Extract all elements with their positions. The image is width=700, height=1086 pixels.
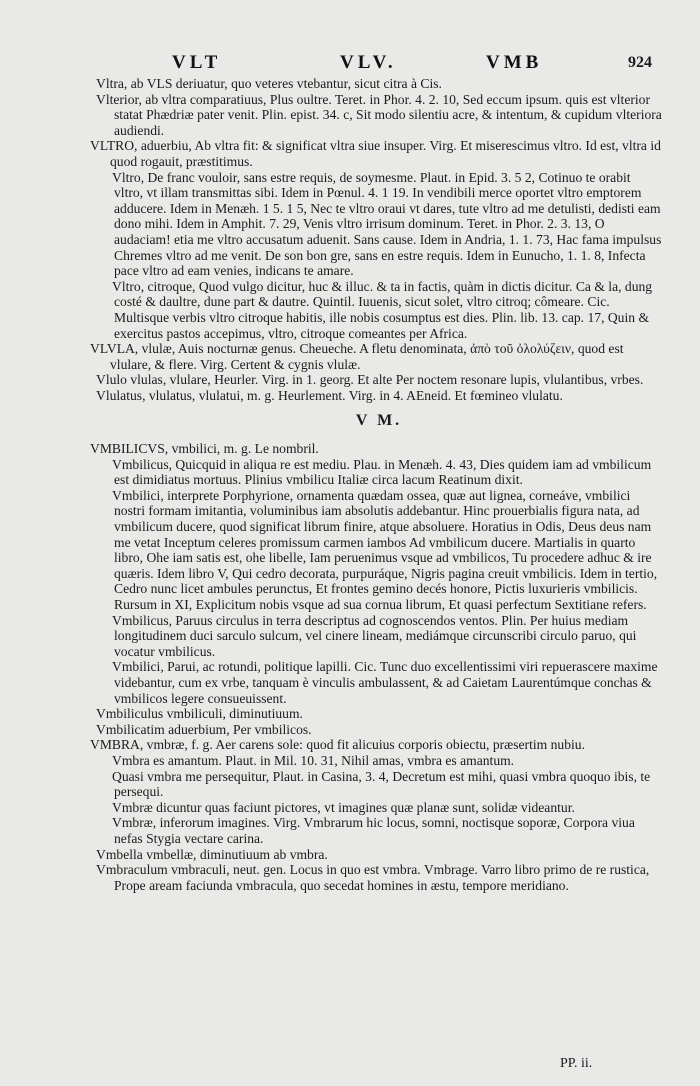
dictionary-entry: Vlterior, ab vltra comparatiuus, Plus oultre. Teret. in Phor. 4. 2. 10, Sed eccum ipsum. quis est vlterior statat Phædriæ pater venit. Plin. epist. 34. c, Sit modo silentiu acre, & intentum, & cupidum vlteriora audiendi. [96, 91, 662, 138]
running-header [0, 52, 700, 76]
entries-bottom [90, 441, 662, 893]
dictionary-entry: Vmbella vmbellæ, diminutiuum ab vmbra. [96, 846, 328, 862]
page-number: 924 [628, 54, 652, 71]
dictionary-entry: Vmbilicus, Quicquid in aliqua re est mediu. Plau. in Menæh. 4. 43, Dies quidem iam ad vmbilicum est dimidiatus mortuus. Plinius vmbilicu Italiæ circa lacum Reatinum dixit. [112, 456, 652, 488]
dictionary-entry: Quasi vmbra me persequitur, Plaut. in Casina, 3. 4, Decretum est mihi, quasi vmbra quoquo ibis, te persequi. [112, 768, 651, 800]
dictionary-entry: Vltra, ab VLS deriuatur, quo veteres vtebantur, sicut citra à Cis. [96, 76, 442, 91]
dictionary-entry: VMBILICVS, vmbilici, m. g. Le nombril. [90, 441, 319, 457]
running-head-middle: VLV. [340, 52, 397, 73]
dictionary-entry: Vmbiliculus vmbiliculi, diminutiuum. [96, 706, 303, 722]
dictionary-entry: Vlulatus, vlulatus, vlulatui, m. g. Heurlement. Virg. in 4. AEneid. Et fœmineo vlulatu. [96, 387, 563, 403]
dictionary-entry: Vmbræ dicuntur quas faciunt pictores, vt imagines quæ planæ sunt, solidæ videantur. [112, 799, 575, 815]
dictionary-entry: VMBRA, vmbræ, f. g. Aer carens sole: quod fit alicuius corporis obiectu, præsertim nubiu. [90, 737, 585, 753]
dictionary-entry: Vmbra es amantum. Plaut. in Mil. 10. 31, Nihil amas, vmbra es amantum. [112, 752, 515, 768]
dictionary-entry: Vltro, citroque, Quod vulgo dicitur, huc & illuc. & ta in factis, quàm in dictis dicitur. Ca & la, dung costé & daultre, dune part & dautre. Quintil. Iuuenis, sicut solet, vltro citroq; cômeare. Cic. Multisque verbis vltro citroque habitis, ille nobis cosumptus est dies. Plin. lib. 13. cap. 17, Quin & exercitus pastos accepimus, vltro, citroque comeantes per Africa. [112, 278, 653, 341]
dictionary-entry: Vmbilici, interprete Porphyrione, ornamenta quædam ossea, quæ aut lignea, corneáve, vmbilici nostri formam imitantia, voluminibus iam absolutis addebantur. Hinc prouerbialis figura nata, ad vmbilicum ducere, quod significat librum finire, atque absoluere. Horatius in Odis, Deus deus nam me vetat Inceptum celeres promissum carmen iambos Ad vmbilicum ducere. Martialis in quarto libro, Ohe iam satis est, ohe libelle, Iam peruenimus vsque ad vmbilicos, Tu procedere adhuc & ire quæris. Idem libro V, Qui cedro decorata, purpuráque, Nigris pagina creuit vmbilicis. Idem in tertio, Cedro nunc licet ambules perunctus, Et frontes gemino decés honore, Pictis luxurieris vmbilicis. Rursum in XI, Explicitum nobis vsque ad sua cornua librum, Et quasi perfectum Sextitiane refers. [112, 487, 658, 612]
running-head-left: VLT [172, 52, 222, 73]
dictionary-entry: Vmbraculum vmbraculi, neut. gen. Locus in quo est vmbra. Vmbrage. Varro libro primo de re rustica, Prope aream faciunda vmbracula, quo secedat homines in æstu, tempore meridiano. [96, 862, 650, 893]
dictionary-entry: Vmbilicatim aduerbium, Per vmbilicos. [96, 721, 312, 737]
dictionary-entry: Vmbilici, Parui, ac rotundi, politique lapilli. Cic. Tunc duo excellentissimi viri repuerascere maxime videbantur, cum ex vrbe, tanquam è vinculis ambulassent, & ad Caietam Laurentúmque conchas & vmbilicos legere consueuissent. [112, 659, 658, 706]
dictionary-entry: Vltro, De franc vouloir, sans estre requis, de soymesme. Plaut. in Epid. 3. 5 2, Cotinuo te orabit vltro, vt illam transmittas sibi. Idem in Pœnul. 4. 1 19. In vendibili merce oportet vltro emptorem adducere. Idem in Menæh. 1 5. 1 5, Nec te vltro oraui vt dares, tute vltro ad me detulisti, dedisti eam dono mihi. Idem in Amphit. 7. 29, Venis vltro irrisum dominum. Teret. in Phor. 2. 3. 13, O audaciam! etia me vltro accusatum aduenit. Sans cause. Idem in Andria, 1. 1. 73, Hac fama impulsus Chremes vltro ad me venit. De son bon gre, sans en estre requis. Idem in Eunucho, 1. 1. 8, Infecta pace vltro ad eam venies, indicans te amare. [112, 169, 662, 279]
dictionary-entry: Vmbilicus, Paruus circulus in terra descriptus ad cognoscendos ventos. Plin. Per huius mediam longitudinem duci sarculo sulcum, vel cinere lineam, mediámque circunscribi circulo paruo, qui vocatur vmbilicus. [112, 612, 637, 659]
section-title: V M. [355, 412, 403, 430]
entries-top [90, 76, 662, 403]
catchword: PP. ii. [560, 1056, 593, 1071]
dictionary-entry: Vlulo vlulas, vlulare, Heurler. Virg. in 1. georg. Et alte Per noctem resonare lupis, vlulantibus, vrbes. [96, 372, 644, 388]
page-body [90, 76, 662, 893]
running-head-right: VMB [486, 52, 543, 73]
dictionary-entry: VLTRO, aduerbiu, Ab vltra fit: & significat vltra siue insuper. Virg. Et miserescimus vltro. Id est, vltra id quod rogauit, præstitimus. [90, 138, 661, 169]
dictionary-entry: VLVLA, vlulæ, Auis nocturnæ genus. Cheueche. A fletu denominata, ἀπὸ τοῦ ὀλολύζειν, quod est vlulare, & flere. Virg. Certent & cygnis vlulæ. [90, 341, 624, 372]
dictionary-entry: Vmbræ, inferorum imagines. Virg. Vmbrarum hic locus, somni, noctisque soporæ, Corpora viua nefas Stygia vectare carina. [112, 815, 635, 846]
